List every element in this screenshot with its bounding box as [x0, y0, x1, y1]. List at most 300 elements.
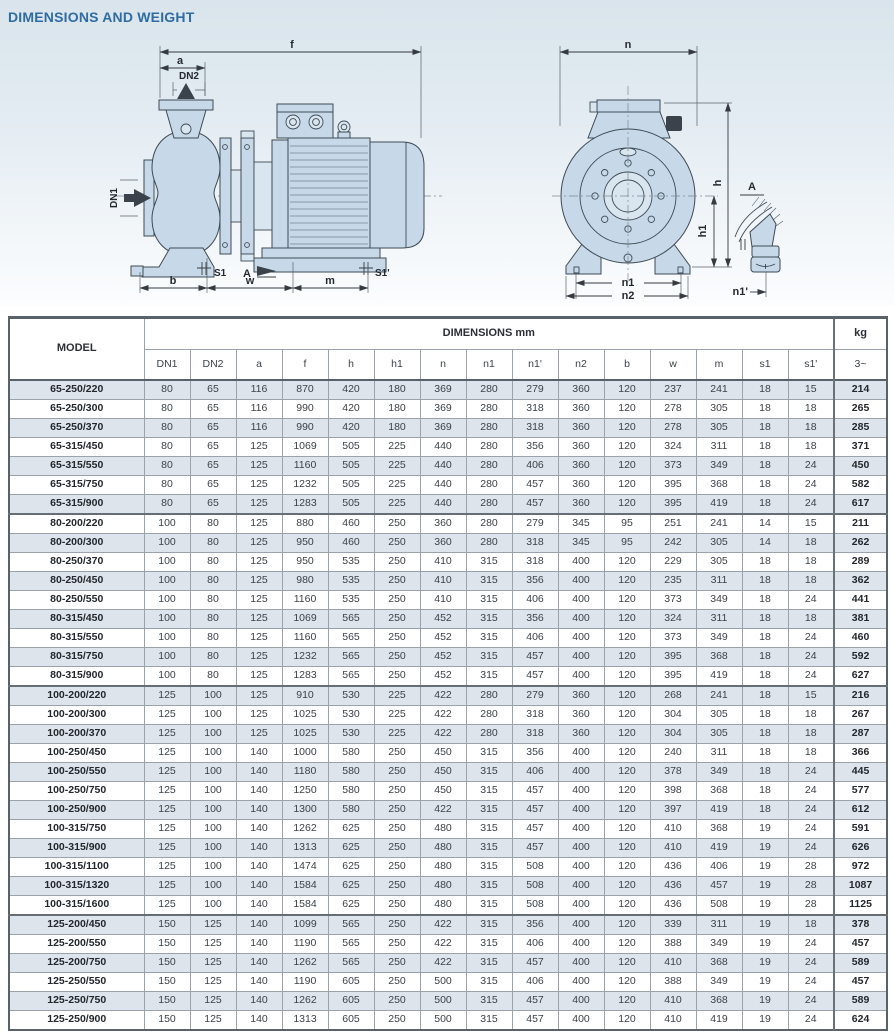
dim-cell: 400 [558, 763, 604, 782]
dim-cell: 368 [696, 820, 742, 839]
dim-cell: 356 [512, 610, 558, 629]
kg-cell: 612 [834, 801, 887, 820]
col-header-n1: n1 [466, 350, 512, 381]
dim-cell: 625 [328, 877, 374, 896]
dim-cell: 140 [236, 973, 282, 992]
dim-cell: 324 [650, 610, 696, 629]
dim-label-f: f [290, 39, 294, 51]
dim-cell: 410 [650, 954, 696, 973]
dim-cell: 315 [466, 839, 512, 858]
dim-cell: 480 [420, 896, 466, 916]
dim-cell: 440 [420, 476, 466, 495]
dim-cell: 250 [374, 973, 420, 992]
dim-cell: 80 [190, 629, 236, 648]
dim-cell: 373 [650, 591, 696, 610]
dim-cell: 18 [742, 610, 788, 629]
dim-cell: 19 [742, 915, 788, 935]
table-row [9, 858, 887, 877]
dim-cell: 373 [650, 629, 696, 648]
table-row [9, 495, 887, 515]
kg-cell: 457 [834, 973, 887, 992]
model-header: MODEL [9, 318, 144, 381]
dim-cell: 349 [696, 973, 742, 992]
col-header-w: w [650, 350, 696, 381]
dim-cell: 278 [650, 419, 696, 438]
dim-cell: 18 [742, 495, 788, 515]
dim-cell: 65 [190, 438, 236, 457]
dim-cell: 625 [328, 858, 374, 877]
page-title: DIMENSIONS AND WEIGHT [8, 9, 195, 25]
dim-cell: 1099 [282, 915, 328, 935]
dim-cell: 457 [512, 476, 558, 495]
dim-cell: 1313 [282, 1011, 328, 1031]
dim-cell: 250 [374, 648, 420, 667]
dim-cell: 140 [236, 992, 282, 1011]
dim-cell: 80 [190, 667, 236, 687]
dim-cell: 125 [236, 725, 282, 744]
dim-cell: 125 [236, 686, 282, 706]
dim-cell: 1190 [282, 935, 328, 954]
model-cell: 65-250/300 [9, 400, 144, 419]
dim-cell: 410 [650, 820, 696, 839]
dim-cell: 120 [604, 400, 650, 419]
dim-cell: 225 [374, 495, 420, 515]
dim-cell: 100 [144, 648, 190, 667]
dim-cell: 19 [742, 1011, 788, 1031]
dim-cell: 125 [236, 572, 282, 591]
dim-cell: 225 [374, 476, 420, 495]
dim-cell: 95 [604, 514, 650, 534]
dim-cell: 250 [374, 610, 420, 629]
dim-cell: 268 [650, 686, 696, 706]
dim-cell: 580 [328, 744, 374, 763]
dim-cell: 410 [420, 553, 466, 572]
dim-cell: 480 [420, 820, 466, 839]
dim-cell: 565 [328, 667, 374, 687]
dim-cell: 410 [650, 992, 696, 1011]
dim-cell: 24 [788, 763, 834, 782]
dim-cell: 140 [236, 877, 282, 896]
dim-cell: 120 [604, 896, 650, 916]
dim-cell: 24 [788, 973, 834, 992]
dim-cell: 457 [696, 877, 742, 896]
dim-cell: 349 [696, 629, 742, 648]
dim-cell: 120 [604, 553, 650, 572]
dim-cell: 422 [420, 954, 466, 973]
dim-cell: 500 [420, 992, 466, 1011]
dim-label-b: b [169, 275, 177, 287]
dim-cell: 24 [788, 648, 834, 667]
dim-cell: 100 [190, 896, 236, 916]
dim-cell: 19 [742, 858, 788, 877]
dim-cell: 378 [650, 763, 696, 782]
model-cell: 125-250/750 [9, 992, 144, 1011]
dim-cell: 535 [328, 572, 374, 591]
model-cell: 80-250/370 [9, 553, 144, 572]
dim-cell: 1025 [282, 725, 328, 744]
dim-cell: 315 [466, 648, 512, 667]
model-cell: 100-250/750 [9, 782, 144, 801]
dim-cell: 140 [236, 954, 282, 973]
dim-cell: 315 [466, 877, 512, 896]
table-row [9, 419, 887, 438]
dim-cell: 530 [328, 706, 374, 725]
dim-cell: 565 [328, 610, 374, 629]
dim-cell: 120 [604, 858, 650, 877]
dim-cell: 400 [558, 1011, 604, 1031]
dim-cell: 345 [558, 534, 604, 553]
dim-cell: 120 [604, 706, 650, 725]
dim-cell: 368 [696, 476, 742, 495]
dim-cell: 406 [512, 457, 558, 476]
dim-cell: 406 [512, 763, 558, 782]
dim-cell: 400 [558, 591, 604, 610]
dim-cell: 18 [742, 782, 788, 801]
dim-cell: 397 [650, 801, 696, 820]
dim-cell: 120 [604, 419, 650, 438]
dim-cell: 406 [512, 591, 558, 610]
detail-a-drawing [733, 181, 783, 298]
dim-cell: 18 [788, 725, 834, 744]
col-header-n2: n2 [558, 350, 604, 381]
dim-cell: 18 [742, 744, 788, 763]
dim-cell: 65 [190, 380, 236, 400]
dim-cell: 18 [788, 553, 834, 572]
dim-cell: 605 [328, 992, 374, 1011]
dim-cell: 280 [466, 706, 512, 725]
dim-cell: 120 [604, 1011, 650, 1031]
dim-cell: 250 [374, 858, 420, 877]
dim-cell: 24 [788, 782, 834, 801]
dim-cell: 1262 [282, 954, 328, 973]
dim-cell: 1283 [282, 667, 328, 687]
dim-label-n2: n2 [621, 290, 635, 302]
dim-cell: 400 [558, 744, 604, 763]
dim-cell: 388 [650, 935, 696, 954]
dim-cell: 150 [144, 973, 190, 992]
dim-cell: 395 [650, 495, 696, 515]
dim-cell: 360 [558, 400, 604, 419]
dim-cell: 315 [466, 992, 512, 1011]
dim-cell: 18 [788, 419, 834, 438]
kg-cell: 267 [834, 706, 887, 725]
col-header-f: f [282, 350, 328, 381]
dim-cell: 180 [374, 419, 420, 438]
dim-cell: 125 [190, 954, 236, 973]
dim-cell: 280 [466, 514, 512, 534]
dim-cell: 242 [650, 534, 696, 553]
technical-drawing [0, 0, 894, 306]
dim-cell: 28 [788, 896, 834, 916]
dim-cell: 14 [742, 514, 788, 534]
dim-cell: 250 [374, 935, 420, 954]
dim-cell: 18 [788, 915, 834, 935]
dim-cell: 315 [466, 820, 512, 839]
dim-cell: 18 [742, 476, 788, 495]
dim-cell: 368 [696, 782, 742, 801]
s1-prime-label: S1' [375, 268, 390, 279]
dim-cell: 315 [466, 858, 512, 877]
dim-cell: 125 [190, 992, 236, 1011]
dim-cell: 250 [374, 514, 420, 534]
dim-cell: 410 [420, 591, 466, 610]
dim-cell: 1584 [282, 877, 328, 896]
dim-cell: 250 [374, 572, 420, 591]
dim-cell: 400 [558, 782, 604, 801]
col-header-n1-prime: n1' [512, 350, 558, 381]
dimensions-table [8, 316, 888, 1031]
dim-cell: 250 [374, 1011, 420, 1031]
dim-cell: 1584 [282, 896, 328, 916]
dim-cell: 368 [696, 992, 742, 1011]
kg-cell: 362 [834, 572, 887, 591]
dim-cell: 24 [788, 839, 834, 858]
dim-cell: 280 [466, 438, 512, 457]
table-row [9, 514, 887, 534]
dim-cell: 605 [328, 973, 374, 992]
dim-cell: 280 [466, 400, 512, 419]
dim-cell: 80 [190, 591, 236, 610]
dim-cell: 349 [696, 763, 742, 782]
dim-cell: 19 [742, 954, 788, 973]
dim-cell: 315 [466, 744, 512, 763]
dim-cell: 100 [144, 572, 190, 591]
dim-cell: 125 [144, 725, 190, 744]
dim-cell: 345 [558, 514, 604, 534]
kg-cell: 214 [834, 380, 887, 400]
kg-cell: 216 [834, 686, 887, 706]
dim-cell: 18 [788, 610, 834, 629]
kg-cell: 1087 [834, 877, 887, 896]
dim-cell: 18 [788, 706, 834, 725]
kg-cell: 289 [834, 553, 887, 572]
dim-cell: 250 [374, 667, 420, 687]
detail-a-label: A [748, 181, 756, 193]
dim-cell: 120 [604, 744, 650, 763]
dim-cell: 18 [742, 553, 788, 572]
dim-cell: 315 [466, 572, 512, 591]
table-row [9, 667, 887, 687]
dim-cell: 18 [742, 419, 788, 438]
dim-cell: 315 [466, 610, 512, 629]
model-cell: 80-315/450 [9, 610, 144, 629]
model-cell: 65-250/220 [9, 380, 144, 400]
dim-cell: 1069 [282, 438, 328, 457]
dim-cell: 1160 [282, 457, 328, 476]
model-cell: 65-315/550 [9, 457, 144, 476]
dim-cell: 120 [604, 763, 650, 782]
dim-cell: 318 [512, 706, 558, 725]
dim-cell: 280 [466, 725, 512, 744]
dim-cell: 100 [190, 877, 236, 896]
dim-cell: 318 [512, 725, 558, 744]
dim-cell: 400 [558, 915, 604, 935]
dim-cell: 24 [788, 457, 834, 476]
dim-cell: 19 [742, 896, 788, 916]
dim-cell: 311 [696, 438, 742, 457]
dim-cell: 120 [604, 438, 650, 457]
dim-cell: 65 [190, 400, 236, 419]
dim-cell: 406 [696, 858, 742, 877]
dim-cell: 460 [328, 514, 374, 534]
dim-cell: 420 [328, 419, 374, 438]
kg-cell: 582 [834, 476, 887, 495]
dim-cell: 140 [236, 858, 282, 877]
dim-cell: 505 [328, 457, 374, 476]
dim-cell: 410 [420, 572, 466, 591]
table-row [9, 896, 887, 916]
dim-cell: 150 [144, 935, 190, 954]
dim-cell: 28 [788, 858, 834, 877]
model-cell: 100-250/550 [9, 763, 144, 782]
dim-cell: 505 [328, 495, 374, 515]
dim-cell: 19 [742, 839, 788, 858]
dim-cell: 80 [144, 380, 190, 400]
table-row [9, 591, 887, 610]
dim-cell: 315 [466, 629, 512, 648]
dim-cell: 18 [742, 591, 788, 610]
dim-cell: 436 [650, 896, 696, 916]
dim-cell: 250 [374, 839, 420, 858]
dim-cell: 125 [236, 457, 282, 476]
dim-cell: 530 [328, 686, 374, 706]
dim-cell: 565 [328, 648, 374, 667]
dim-cell: 360 [558, 706, 604, 725]
dim-cell: 18 [788, 572, 834, 591]
dim-label-w: w [245, 275, 255, 287]
model-cell: 100-250/900 [9, 801, 144, 820]
table-row [9, 992, 887, 1011]
dim-cell: 400 [558, 858, 604, 877]
dim-cell: 400 [558, 572, 604, 591]
model-cell: 65-250/370 [9, 419, 144, 438]
dim-cell: 18 [742, 706, 788, 725]
kg-cell: 441 [834, 591, 887, 610]
dim-cell: 360 [558, 457, 604, 476]
dim-cell: 100 [144, 667, 190, 687]
model-cell: 125-250/550 [9, 973, 144, 992]
dim-cell: 24 [788, 629, 834, 648]
dim-cell: 241 [696, 686, 742, 706]
dim-cell: 120 [604, 801, 650, 820]
dim-cell: 360 [558, 438, 604, 457]
dim-cell: 565 [328, 629, 374, 648]
dim-cell: 125 [144, 782, 190, 801]
dim-cell: 422 [420, 915, 466, 935]
dim-cell: 116 [236, 380, 282, 400]
model-cell: 100-315/1100 [9, 858, 144, 877]
table-row [9, 763, 887, 782]
dim-cell: 580 [328, 782, 374, 801]
dim-cell: 369 [420, 400, 466, 419]
kg-cell: 592 [834, 648, 887, 667]
dim-cell: 508 [512, 858, 558, 877]
dim-cell: 140 [236, 839, 282, 858]
dim-cell: 480 [420, 858, 466, 877]
dim-cell: 125 [144, 744, 190, 763]
dim-cell: 315 [466, 667, 512, 687]
model-cell: 100-200/370 [9, 725, 144, 744]
dim-cell: 398 [650, 782, 696, 801]
dim-cell: 125 [144, 820, 190, 839]
dim-cell: 400 [558, 954, 604, 973]
dim-cell: 450 [420, 763, 466, 782]
dim-cell: 140 [236, 744, 282, 763]
col-header-dn2: DN2 [190, 350, 236, 381]
dim-cell: 315 [466, 782, 512, 801]
col-header-h: h [328, 350, 374, 381]
kg-cell: 1125 [834, 896, 887, 916]
dim-cell: 360 [558, 419, 604, 438]
dim-cell: 125 [144, 839, 190, 858]
dim-cell: 120 [604, 686, 650, 706]
dim-cell: 24 [788, 801, 834, 820]
dim-cell: 140 [236, 820, 282, 839]
dim-cell: 1190 [282, 973, 328, 992]
dim-cell: 535 [328, 553, 374, 572]
dim-cell: 19 [742, 973, 788, 992]
dim-cell: 452 [420, 648, 466, 667]
dim-cell: 452 [420, 667, 466, 687]
dim-cell: 1232 [282, 476, 328, 495]
model-cell: 80-315/900 [9, 667, 144, 687]
dim-cell: 125 [236, 648, 282, 667]
dim-cell: 24 [788, 1011, 834, 1031]
kg-cell: 627 [834, 667, 887, 687]
dim-cell: 400 [558, 896, 604, 916]
dim-cell: 480 [420, 877, 466, 896]
dim-cell: 422 [420, 935, 466, 954]
kg-cell: 972 [834, 858, 887, 877]
dim-cell: 150 [144, 992, 190, 1011]
dim-cell: 356 [512, 915, 558, 935]
dim-cell: 305 [696, 725, 742, 744]
table-row [9, 935, 887, 954]
dim-cell: 278 [650, 400, 696, 419]
dim-cell: 1180 [282, 763, 328, 782]
table-row [9, 744, 887, 763]
dn2-label: DN2 [178, 71, 200, 82]
dim-cell: 250 [374, 801, 420, 820]
dim-cell: 360 [558, 476, 604, 495]
drawing-section [0, 0, 894, 306]
dim-cell: 422 [420, 725, 466, 744]
dim-cell: 349 [696, 591, 742, 610]
dim-cell: 1262 [282, 992, 328, 1011]
dim-cell: 436 [650, 877, 696, 896]
dim-cell: 225 [374, 725, 420, 744]
dim-cell: 24 [788, 820, 834, 839]
dim-cell: 100 [144, 629, 190, 648]
dim-cell: 100 [190, 820, 236, 839]
table-row [9, 438, 887, 457]
dim-cell: 150 [144, 1011, 190, 1031]
dim-cell: 235 [650, 572, 696, 591]
dim-cell: 120 [604, 457, 650, 476]
dim-cell: 80 [190, 648, 236, 667]
dim-cell: 125 [236, 629, 282, 648]
dim-cell: 315 [466, 763, 512, 782]
dim-cell: 150 [144, 954, 190, 973]
dim-cell: 140 [236, 935, 282, 954]
dim-cell: 125 [236, 553, 282, 572]
model-cell: 80-315/750 [9, 648, 144, 667]
model-cell: 100-315/900 [9, 839, 144, 858]
dim-cell: 360 [420, 534, 466, 553]
dim-cell: 311 [696, 744, 742, 763]
dim-cell: 18 [742, 572, 788, 591]
dim-cell: 237 [650, 380, 696, 400]
